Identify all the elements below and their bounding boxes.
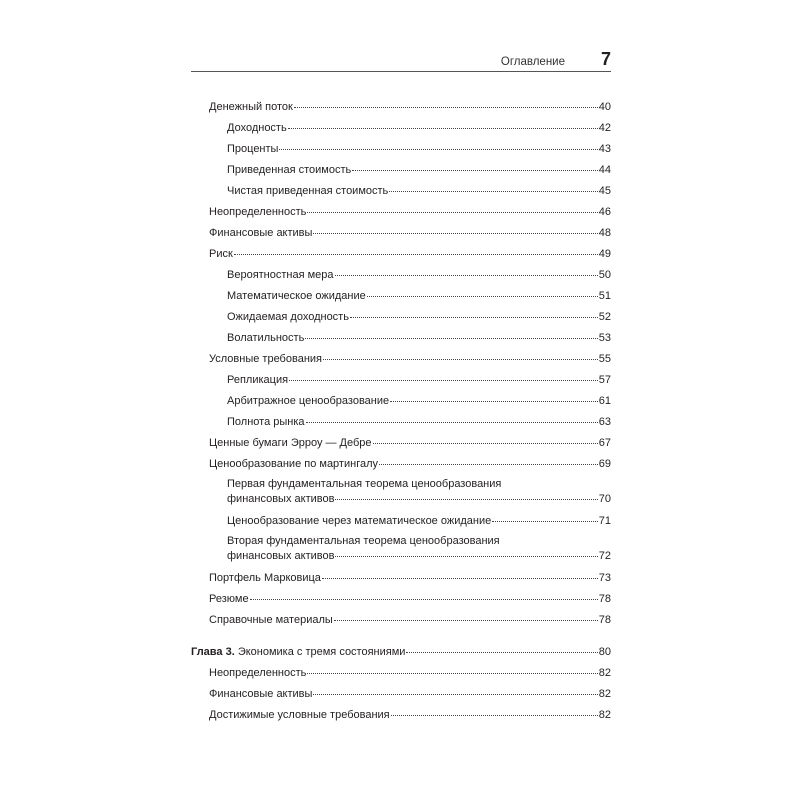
dot-leader <box>406 652 597 653</box>
toc-entry-title <box>209 352 322 367</box>
toc-entry-line <box>209 708 611 723</box>
chapter-label: Глава 3. <box>191 646 235 658</box>
toc-entry-title-text: Финансовые активы <box>209 227 313 239</box>
toc-entry-page: 71 <box>598 515 611 527</box>
toc-entry-title <box>227 492 334 507</box>
toc-entry-title-line1: Вторая фундаментальная теорема ценообразования <box>227 535 500 547</box>
toc-entry-page: 49 <box>598 248 611 260</box>
toc-entry-line <box>209 571 611 586</box>
toc-entry-page: 57 <box>598 374 611 386</box>
toc-entry-page: 72 <box>598 550 611 562</box>
toc-entry-page: 52 <box>598 311 611 323</box>
dot-leader <box>350 317 598 318</box>
toc-entry[interactable] <box>227 142 611 157</box>
dot-leader <box>250 599 598 600</box>
toc-entry-line <box>209 205 611 220</box>
toc-entry-title-text: Ценообразование по мартингалу <box>209 458 378 470</box>
toc-entry[interactable] <box>209 436 611 451</box>
toc-entry-title <box>227 142 278 157</box>
toc-entry-title <box>209 592 249 607</box>
dot-leader <box>323 359 598 360</box>
toc-entry-title <box>227 163 351 178</box>
toc-entry-title-text: Ценные бумаги Эрроу — Дебре <box>209 437 372 449</box>
toc-entry-line <box>227 310 611 325</box>
dot-leader <box>334 620 598 621</box>
dot-leader <box>373 443 598 444</box>
toc-entry-page: 78 <box>598 614 611 626</box>
toc-entry-page: 70 <box>598 493 611 505</box>
running-head: Оглавление <box>500 56 565 68</box>
toc-entry[interactable] <box>209 457 611 472</box>
toc-entry-page: 69 <box>598 458 611 470</box>
toc-entry-line <box>209 226 611 241</box>
dot-leader <box>335 499 597 500</box>
toc-entry-title-text: Математическое ожидание <box>227 290 366 302</box>
toc-entry-line <box>227 549 611 564</box>
toc-entry-page: 48 <box>598 227 611 239</box>
toc-entry-page: 63 <box>598 416 611 428</box>
toc-entry-title-text: Неопределенность <box>209 667 307 679</box>
toc-entry-line <box>227 121 611 136</box>
toc-entry-page: 42 <box>598 122 611 134</box>
toc-entry-line <box>227 184 611 199</box>
toc-entry-title-text: Ожидаемая доходность <box>227 311 349 323</box>
toc-entry-line <box>209 436 611 451</box>
toc-entry-title-text: Справочные материалы <box>209 614 333 626</box>
table-of-contents <box>191 0 611 800</box>
toc-entry-title-line1: Первая фундаментальная теорема ценообразования <box>227 478 502 490</box>
toc-entry-title-text: Резюме <box>209 593 249 605</box>
toc-entry-line <box>209 592 611 607</box>
toc-entry-title <box>209 226 312 241</box>
dot-leader <box>492 521 598 522</box>
toc-entry-title <box>227 331 304 346</box>
dot-leader <box>367 296 598 297</box>
toc-entry-line <box>209 613 611 628</box>
toc-entry-page: 55 <box>598 353 611 365</box>
toc-entry-title-text: Неопределенность <box>209 206 307 218</box>
dot-leader <box>307 212 597 213</box>
dot-leader <box>322 578 598 579</box>
toc-entry-title <box>227 268 334 283</box>
toc-entry[interactable] <box>227 163 611 178</box>
toc-entry-line <box>209 100 611 115</box>
toc-entry-title <box>227 121 287 136</box>
toc-entry-line <box>227 373 611 388</box>
toc-entry-page: 82 <box>598 667 611 679</box>
toc-entry-line <box>209 457 611 472</box>
dot-leader <box>234 254 598 255</box>
toc-entry[interactable] <box>227 514 611 529</box>
toc-entry-page: 51 <box>598 290 611 302</box>
toc-entry[interactable] <box>227 331 611 346</box>
toc-entry[interactable] <box>227 184 611 199</box>
toc-entry-line <box>227 492 611 507</box>
toc-entry-page: 61 <box>598 395 611 407</box>
toc-entry-title-text: Репликация <box>227 374 289 386</box>
page-number: 7 <box>600 49 611 69</box>
toc-entry-line <box>209 687 611 702</box>
toc-entry[interactable] <box>209 571 611 586</box>
toc-entry[interactable] <box>209 687 611 702</box>
toc-entry-title-text: Достижимые условные требования <box>209 709 390 721</box>
toc-entry-page: 43 <box>598 143 611 155</box>
toc-entry-title-text: Проценты <box>227 143 279 155</box>
dot-leader <box>294 107 598 108</box>
toc-entry-page: 82 <box>598 688 611 700</box>
toc-entry-title <box>209 247 233 262</box>
toc-entry[interactable] <box>209 205 611 220</box>
toc-entry-title-text: Денежный поток <box>209 101 293 113</box>
toc-entry-title <box>209 708 390 723</box>
toc-entry-title <box>227 514 491 529</box>
toc-entry-title <box>209 571 321 586</box>
toc-entry[interactable] <box>209 226 611 241</box>
toc-entry-title <box>209 436 372 451</box>
toc-entry-line <box>227 163 611 178</box>
toc-entry-title <box>209 613 333 628</box>
dot-leader <box>391 715 598 716</box>
toc-entry-title <box>227 549 334 564</box>
toc-entry-line <box>227 142 611 157</box>
toc-entry-page: 73 <box>598 572 611 584</box>
toc-entry-title <box>209 457 378 472</box>
toc-entry[interactable] <box>209 708 611 723</box>
toc-entry-title-text: Финансовые активы <box>209 688 313 700</box>
dot-leader <box>390 401 598 402</box>
toc-entry-title-text: Экономика с тремя состояниями <box>234 646 406 658</box>
toc-entry[interactable] <box>227 373 611 388</box>
toc-entry-title <box>209 100 293 115</box>
dot-leader <box>389 191 597 192</box>
toc-entry[interactable] <box>227 415 611 430</box>
toc-entry-line <box>227 331 611 346</box>
dot-leader <box>335 556 597 557</box>
toc-entry-page: 40 <box>598 101 611 113</box>
dot-leader <box>313 233 597 234</box>
toc-entry[interactable] <box>227 289 611 304</box>
toc-entry[interactable] <box>209 613 611 628</box>
toc-entry-title-text: Волатильность <box>227 332 305 344</box>
toc-entry-line <box>227 394 611 409</box>
toc-entry-title <box>227 289 366 304</box>
toc-entry-line <box>227 415 611 430</box>
toc-entry[interactable] <box>209 352 611 367</box>
toc-entry-title-text: Риск <box>209 248 233 260</box>
dot-leader <box>279 149 597 150</box>
toc-entry-page: 82 <box>598 709 611 721</box>
toc-entry-title-text: Приведенная стоимость <box>227 164 352 176</box>
toc-entry-title-text: финансовых активов <box>227 550 335 562</box>
toc-entry-title-text: Полнота рынка <box>227 416 305 428</box>
toc-entry[interactable] <box>191 645 611 660</box>
dot-leader <box>288 128 598 129</box>
toc-entry-title-text: Доходность <box>227 122 287 134</box>
toc-entry[interactable] <box>209 592 611 607</box>
toc-entry-page: 46 <box>598 206 611 218</box>
toc-entry-title-text: Вероятностная мера <box>227 269 334 281</box>
dot-leader <box>305 338 597 339</box>
toc-entry-title <box>227 184 388 199</box>
toc-entry[interactable] <box>227 477 611 507</box>
toc-entry[interactable] <box>227 394 611 409</box>
toc-entry-title <box>227 394 389 409</box>
toc-entry-line <box>191 645 611 660</box>
toc-entry-page: 45 <box>598 185 611 197</box>
toc-entry-title-text: Портфель Марковица <box>209 572 321 584</box>
toc-entry-title <box>209 205 306 220</box>
toc-entry-title <box>227 415 305 430</box>
toc-entry-page: 50 <box>598 269 611 281</box>
toc-entry-page: 53 <box>598 332 611 344</box>
dot-leader <box>306 422 598 423</box>
toc-entry-title-text: финансовых активов <box>227 493 335 505</box>
toc-entry-line <box>209 352 611 367</box>
dot-leader <box>307 673 597 674</box>
toc-entry-line <box>227 514 611 529</box>
toc-entry[interactable] <box>227 310 611 325</box>
toc-entry-line <box>209 247 611 262</box>
toc-entry-title <box>209 687 312 702</box>
toc-entry-title <box>209 666 306 681</box>
dot-leader <box>335 275 598 276</box>
dot-leader <box>313 694 597 695</box>
toc-entry[interactable] <box>209 247 611 262</box>
toc-entry-line <box>227 289 611 304</box>
toc-entry[interactable] <box>227 534 611 564</box>
toc-entry-title <box>191 645 405 660</box>
toc-entry-page: 44 <box>598 164 611 176</box>
toc-entry[interactable] <box>209 100 611 115</box>
toc-entry[interactable] <box>227 268 611 283</box>
toc-entry-title-text: Чистая приведенная стоимость <box>227 185 389 197</box>
toc-entry-page: 80 <box>598 646 611 658</box>
dot-leader <box>289 380 598 381</box>
toc-entry-title <box>227 310 349 325</box>
dot-leader <box>379 464 598 465</box>
toc-entry-title-text: Условные требования <box>209 353 322 365</box>
toc-entry-line <box>227 268 611 283</box>
toc-entry-page: 78 <box>598 593 611 605</box>
toc-entry-title-text: Арбитражное ценообразование <box>227 395 390 407</box>
toc-entry-line <box>209 666 611 681</box>
toc-entry[interactable] <box>209 666 611 681</box>
toc-entry-page: 67 <box>598 437 611 449</box>
toc-entry-title-text: Ценообразование через математическое ожидание <box>227 515 492 527</box>
toc-entry[interactable] <box>227 121 611 136</box>
dot-leader <box>352 170 598 171</box>
toc-entry-title <box>227 373 288 388</box>
